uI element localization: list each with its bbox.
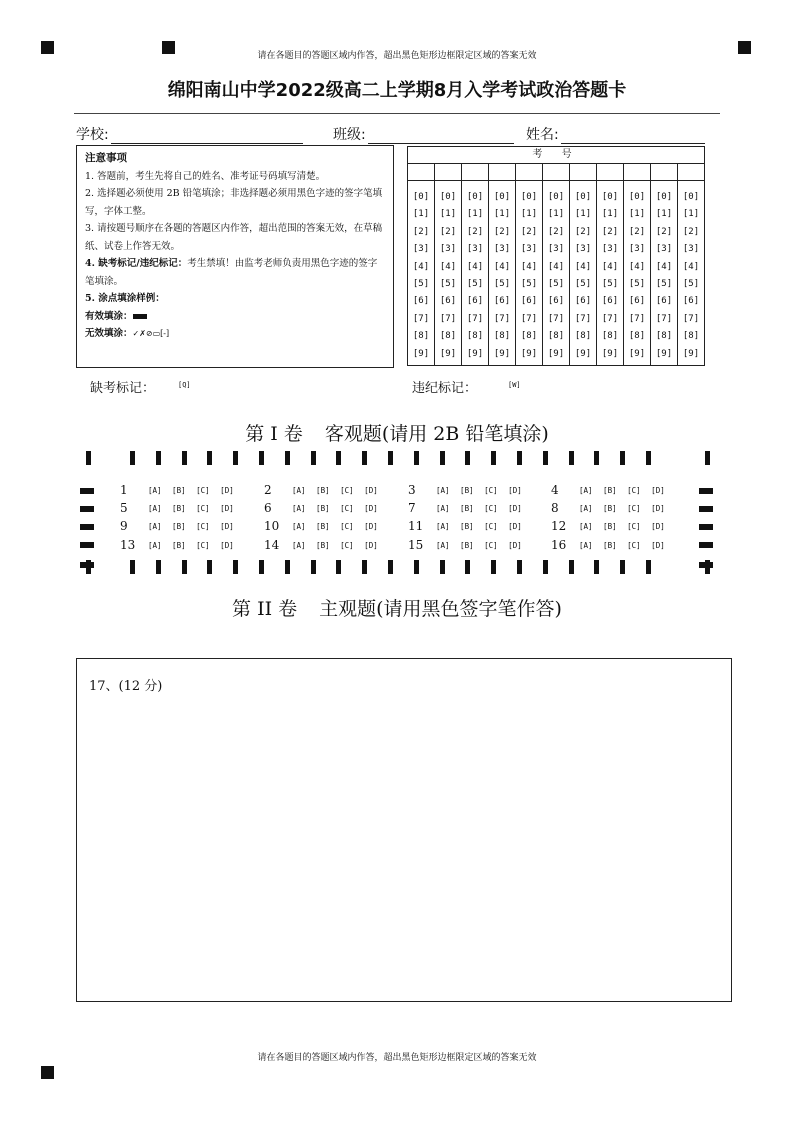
- exam-digit-bubble[interactable]: [9]: [439, 348, 457, 359]
- question-number: 10: [264, 519, 280, 533]
- timing-mark: [491, 560, 496, 574]
- side-timing-mark: [80, 506, 94, 512]
- timing-mark: [414, 451, 419, 465]
- exam-digit-bubble[interactable]: [1]: [601, 209, 619, 220]
- timing-mark: [414, 560, 419, 574]
- exam-digit-bubble[interactable]: [2]: [493, 226, 511, 237]
- valid-fill-example: [85, 308, 385, 326]
- exam-digit-bubble[interactable]: [0]: [547, 192, 565, 202]
- exam-digit-bubble[interactable]: [5]: [655, 279, 673, 290]
- exam-digit-bubble[interactable]: [2]: [628, 226, 646, 237]
- bottom-instruction-note: 请在各题目的答题区域内作答，超出黑色矩形边框限定区域的答案无效: [257, 1053, 537, 1063]
- question-number: 2: [264, 483, 272, 497]
- notice-title: 注意事项: [85, 152, 127, 164]
- exam-digit-bubble[interactable]: [4]: [493, 261, 511, 272]
- question-option-bubbles[interactable]: [A] [B] [C] [D]: [148, 522, 234, 531]
- invalid-fill-sample: ✓✗⊘▭[-]: [132, 329, 170, 338]
- exam-number-cell-2[interactable]: [435, 164, 462, 180]
- exam-digit-bubble[interactable]: [9]: [682, 348, 700, 359]
- timing-mark: [156, 451, 161, 465]
- exam-digit-bubble[interactable]: [0]: [655, 192, 673, 202]
- exam-digit-bubble[interactable]: [4]: [574, 261, 592, 272]
- question-number: 4: [551, 483, 559, 497]
- school-input-line[interactable]: [111, 128, 303, 144]
- exam-number-column-1: [408, 181, 435, 366]
- timing-mark: [285, 451, 290, 465]
- question-number: 13: [120, 538, 136, 552]
- exam-digit-bubble[interactable]: [3]: [520, 244, 538, 255]
- timing-mark: [259, 560, 264, 574]
- exam-digit-bubble[interactable]: [2]: [655, 226, 673, 237]
- exam-number-column-11: [678, 181, 704, 366]
- timing-mark: [491, 451, 496, 465]
- exam-digit-bubble[interactable]: [5]: [520, 279, 538, 290]
- exam-digit-bubble[interactable]: [5]: [439, 279, 457, 290]
- exam-digit-bubble[interactable]: [9]: [628, 348, 646, 359]
- exam-digit-bubble[interactable]: [0]: [682, 192, 700, 202]
- question-number: 12: [551, 519, 567, 533]
- timing-mark: [259, 451, 264, 465]
- notice-item-2: 2. 选择题必须使用 2B 铅笔填涂；非选择题必须用黑色字迹的签字笔填写，字体工整。: [85, 188, 383, 217]
- exam-digit-bubble[interactable]: [5]: [601, 279, 619, 290]
- exam-digit-bubble[interactable]: [3]: [439, 244, 457, 255]
- exam-digit-bubble[interactable]: [4]: [628, 261, 646, 272]
- exam-number-column-9: [624, 181, 651, 366]
- exam-digit-bubble[interactable]: [7]: [601, 313, 619, 324]
- exam-digit-bubble[interactable]: [3]: [493, 244, 511, 255]
- question-number: 14: [264, 538, 280, 552]
- violation-mark-bubble[interactable]: [W]: [508, 381, 521, 389]
- exam-digit-bubble[interactable]: [1]: [655, 209, 673, 220]
- exam-digit-bubble[interactable]: [2]: [574, 226, 592, 237]
- timing-mark: [646, 451, 651, 465]
- timing-mark: [646, 560, 651, 574]
- notice-item-5-text: 5. 涂点填涂样例：: [85, 293, 165, 304]
- exam-digit-bubble[interactable]: [7]: [520, 313, 538, 324]
- exam-digit-bubble[interactable]: [4]: [412, 261, 430, 272]
- exam-digit-bubble[interactable]: [5]: [412, 279, 430, 290]
- timing-mark: [620, 560, 625, 574]
- timing-mark: [207, 560, 212, 574]
- exam-digit-bubble[interactable]: [9]: [493, 348, 511, 359]
- school-label: 学校:: [76, 127, 109, 143]
- exam-digit-bubble[interactable]: [4]: [601, 261, 619, 272]
- exam-digit-bubble[interactable]: [4]: [655, 261, 673, 272]
- timing-mark: [362, 451, 367, 465]
- exam-digit-bubble[interactable]: [8]: [520, 331, 538, 342]
- question-option-bubbles[interactable]: [A] [B] [C] [D]: [579, 504, 665, 513]
- section-1-heading: [0, 419, 794, 446]
- side-timing-mark: [80, 542, 94, 548]
- question-number: 15: [408, 538, 424, 552]
- timing-mark: [362, 560, 367, 574]
- exam-digit-bubble[interactable]: [0]: [412, 192, 430, 202]
- exam-digit-bubble[interactable]: [9]: [574, 348, 592, 359]
- top-instruction-note: 请在各题目的答题区域内作答，超出黑色矩形边框限定区域的答案无效: [257, 51, 537, 61]
- timing-mark: [465, 560, 470, 574]
- exam-digit-bubble[interactable]: [1]: [412, 209, 430, 220]
- exam-digit-bubble[interactable]: [8]: [655, 331, 673, 342]
- exam-number-cell-11[interactable]: [678, 164, 704, 180]
- exam-number-column-4: [489, 181, 516, 366]
- question-option-bubbles[interactable]: [A] [B] [C] [D]: [436, 486, 522, 495]
- timing-mark: [620, 451, 625, 465]
- timing-mark: [543, 451, 548, 465]
- question-option-bubbles[interactable]: [A] [B] [C] [D]: [148, 541, 234, 550]
- exam-digit-bubble[interactable]: [6]: [628, 296, 646, 307]
- timing-mark: [130, 560, 135, 574]
- exam-digit-bubble[interactable]: [4]: [682, 261, 700, 272]
- side-timing-mark: [699, 542, 713, 548]
- exam-digit-bubble[interactable]: [3]: [412, 244, 430, 255]
- exam-digit-bubble[interactable]: [6]: [655, 296, 673, 307]
- exam-digit-bubble[interactable]: [1]: [520, 209, 538, 220]
- question-option-bubbles[interactable]: [A] [B] [C] [D]: [579, 541, 665, 550]
- exam-number-cell-6[interactable]: [543, 164, 570, 180]
- timing-mark: [86, 451, 91, 465]
- exam-digit-bubble[interactable]: [5]: [547, 279, 565, 290]
- exam-digit-bubble[interactable]: [6]: [682, 296, 700, 307]
- exam-digit-bubble[interactable]: [6]: [547, 296, 565, 307]
- timing-mark: [594, 451, 599, 465]
- question-option-bubbles[interactable]: [A] [B] [C] [D]: [579, 522, 665, 531]
- exam-digit-bubble[interactable]: [7]: [547, 313, 565, 324]
- exam-digit-bubble[interactable]: [8]: [412, 331, 430, 342]
- exam-digit-bubble[interactable]: [1]: [493, 209, 511, 220]
- page-title: 绵阳南山中学2022级高二上学期8月入学考试政治答题卡: [167, 80, 627, 101]
- class-field[interactable]: [333, 124, 514, 144]
- question-option-bubbles[interactable]: [A] [B] [C] [D]: [292, 504, 378, 513]
- question-number: 1: [120, 483, 128, 497]
- exam-digit-bubble[interactable]: [2]: [466, 226, 484, 237]
- exam-digit-bubble[interactable]: [1]: [547, 209, 565, 220]
- question-option-bubbles[interactable]: [A] [B] [C] [D]: [579, 486, 665, 495]
- absent-mark-label: 缺考标记：: [90, 381, 156, 396]
- timing-mark: [233, 451, 238, 465]
- question-option-bubbles[interactable]: [A] [B] [C] [D]: [436, 504, 522, 513]
- exam-digit-bubble[interactable]: [4]: [520, 261, 538, 272]
- exam-digit-bubble[interactable]: [6]: [466, 296, 484, 307]
- section-2-heading: [0, 594, 794, 621]
- timing-mark: [311, 560, 316, 574]
- exam-number-column-2: [435, 181, 462, 366]
- exam-digit-bubble[interactable]: [9]: [547, 348, 565, 359]
- exam-number-cell-7[interactable]: [570, 164, 597, 180]
- exam-number-cell-10[interactable]: [651, 164, 678, 180]
- exam-digit-bubble[interactable]: [6]: [601, 296, 619, 307]
- notice-item-4-text: 考生禁填！由监考老师负责用黑色字迹的签字笔填涂。: [85, 258, 378, 287]
- exam-digit-bubble[interactable]: [4]: [547, 261, 565, 272]
- question-number: 8: [551, 501, 559, 515]
- timing-mark: [569, 560, 574, 574]
- exam-digit-bubble[interactable]: [9]: [655, 348, 673, 359]
- timing-mark: [440, 451, 445, 465]
- exam-digit-bubble[interactable]: [4]: [439, 261, 457, 272]
- exam-digit-bubble[interactable]: [3]: [601, 244, 619, 255]
- notice-item-4: [85, 255, 385, 290]
- timing-mark: [130, 451, 135, 465]
- exam-number-bubble-columns: [408, 181, 704, 366]
- title-divider: [74, 113, 720, 114]
- timing-mark: [388, 560, 393, 574]
- exam-digit-bubble[interactable]: [5]: [628, 279, 646, 290]
- question-option-bubbles[interactable]: [A] [B] [C] [D]: [292, 486, 378, 495]
- question-option-bubbles[interactable]: [A] [B] [C] [D]: [148, 486, 234, 495]
- exam-digit-bubble[interactable]: [8]: [547, 331, 565, 342]
- exam-number-grid: [407, 146, 705, 366]
- exam-digit-bubble[interactable]: [3]: [466, 244, 484, 255]
- exam-number-column-6: [543, 181, 570, 366]
- name-input-line[interactable]: [561, 128, 705, 144]
- invalid-fill-example: [85, 325, 385, 343]
- exam-digit-bubble[interactable]: [0]: [493, 192, 511, 202]
- exam-digit-bubble[interactable]: [7]: [574, 313, 592, 324]
- exam-digit-bubble[interactable]: [3]: [547, 244, 565, 255]
- exam-digit-bubble[interactable]: [1]: [439, 209, 457, 220]
- answer-area-17[interactable]: [76, 658, 732, 1002]
- question-option-bubbles[interactable]: [A] [B] [C] [D]: [292, 522, 378, 531]
- exam-digit-bubble[interactable]: [0]: [628, 192, 646, 202]
- notice-item-3: 3. 请按题号顺序在各题的答题区内作答，超出范围的答案无效，在草稿纸、试卷上作答无效。: [85, 223, 383, 252]
- notice-box: [76, 145, 394, 368]
- exam-number-column-5: [516, 181, 543, 366]
- exam-digit-bubble[interactable]: [0]: [520, 192, 538, 202]
- exam-digit-bubble[interactable]: [9]: [520, 348, 538, 359]
- name-field[interactable]: [526, 124, 705, 144]
- exam-digit-bubble[interactable]: [6]: [412, 296, 430, 307]
- side-timing-mark: [699, 506, 713, 512]
- exam-digit-bubble[interactable]: [0]: [601, 192, 619, 202]
- exam-number-column-3: [462, 181, 489, 366]
- class-input-line[interactable]: [368, 128, 514, 144]
- exam-number-cell-1[interactable]: [408, 164, 435, 180]
- absent-mark-bubble[interactable]: [Q]: [178, 381, 191, 389]
- exam-digit-bubble[interactable]: [9]: [601, 348, 619, 359]
- exam-digit-bubble[interactable]: [8]: [493, 331, 511, 342]
- timing-mark: [233, 560, 238, 574]
- exam-digit-bubble[interactable]: [7]: [493, 313, 511, 324]
- side-timing-mark: [80, 562, 94, 568]
- exam-digit-bubble[interactable]: [1]: [628, 209, 646, 220]
- section-1-title: 客观题(请用 2B 铅笔填涂): [324, 423, 549, 445]
- exam-digit-bubble[interactable]: [8]: [466, 331, 484, 342]
- question-number: 6: [264, 501, 272, 515]
- exam-number-cell-4[interactable]: [489, 164, 516, 180]
- timing-mark: [594, 560, 599, 574]
- timing-mark: [543, 560, 548, 574]
- exam-digit-bubble[interactable]: [8]: [574, 331, 592, 342]
- exam-digit-bubble[interactable]: [6]: [439, 296, 457, 307]
- timing-mark: [517, 560, 522, 574]
- section-2-part: 第 II 卷: [232, 598, 298, 620]
- exam-number-column-7: [570, 181, 597, 366]
- side-timing-mark: [80, 524, 94, 530]
- timing-mark: [465, 451, 470, 465]
- question-number: 5: [120, 501, 128, 515]
- side-timing-mark: [699, 488, 713, 494]
- exam-digit-bubble[interactable]: [5]: [574, 279, 592, 290]
- question-number: 3: [408, 483, 416, 497]
- timing-mark: [388, 451, 393, 465]
- exam-digit-bubble[interactable]: [8]: [682, 331, 700, 342]
- exam-number-cell-3[interactable]: [462, 164, 489, 180]
- exam-digit-bubble[interactable]: [0]: [439, 192, 457, 202]
- class-label: 班级:: [333, 127, 366, 143]
- violation-mark-label: 违纪标记：: [412, 381, 478, 396]
- question-17-label: 17、(12 分): [89, 679, 163, 694]
- timing-mark: [156, 560, 161, 574]
- name-label: 姓名:: [526, 127, 559, 143]
- exam-digit-bubble[interactable]: [7]: [466, 313, 484, 324]
- question-option-bubbles[interactable]: [A] [B] [C] [D]: [436, 541, 522, 550]
- valid-fill-label: 有效填涂：: [85, 310, 133, 322]
- exam-digit-bubble[interactable]: [9]: [466, 348, 484, 359]
- registration-mark-bottom-left: [41, 1066, 54, 1079]
- question-number: 16: [551, 538, 567, 552]
- exam-digit-bubble[interactable]: [6]: [520, 296, 538, 307]
- exam-digit-bubble[interactable]: [0]: [466, 192, 484, 202]
- exam-digit-bubble[interactable]: [7]: [628, 313, 646, 324]
- side-timing-mark: [80, 488, 94, 494]
- exam-digit-bubble[interactable]: [9]: [412, 348, 430, 359]
- school-field[interactable]: [76, 124, 303, 144]
- exam-digit-bubble[interactable]: [6]: [574, 296, 592, 307]
- timing-mark: [285, 560, 290, 574]
- exam-digit-bubble[interactable]: [2]: [601, 226, 619, 237]
- question-number: 11: [408, 519, 424, 533]
- timing-mark: [182, 451, 187, 465]
- notice-item-1: 1. 答题前，考生先将自己的姓名、准考证号码填写清楚。: [85, 170, 326, 182]
- exam-digit-bubble[interactable]: [3]: [655, 244, 673, 255]
- exam-digit-bubble[interactable]: [2]: [520, 226, 538, 237]
- exam-digit-bubble[interactable]: [8]: [601, 331, 619, 342]
- exam-digit-bubble[interactable]: [2]: [412, 226, 430, 237]
- section-2-title: 主观题(请用黑色签字笔作答): [319, 598, 562, 620]
- valid-fill-sample: [133, 314, 147, 319]
- exam-digit-bubble[interactable]: [3]: [628, 244, 646, 255]
- exam-digit-bubble[interactable]: [4]: [466, 261, 484, 272]
- exam-number-column-8: [597, 181, 624, 366]
- exam-digit-bubble[interactable]: [0]: [574, 192, 592, 202]
- exam-digit-bubble[interactable]: [1]: [574, 209, 592, 220]
- exam-digit-bubble[interactable]: [7]: [682, 313, 700, 324]
- invalid-fill-label: 无效填涂：: [85, 328, 133, 339]
- exam-digit-bubble[interactable]: [6]: [493, 296, 511, 307]
- section-1-part: 第 I 卷: [245, 423, 303, 445]
- timing-mark: [182, 560, 187, 574]
- question-option-bubbles[interactable]: [A] [B] [C] [D]: [436, 522, 522, 531]
- exam-digit-bubble[interactable]: [1]: [466, 209, 484, 220]
- side-timing-mark: [699, 562, 713, 568]
- notice-item-4-bold: 4. 缺考标记/违纪标记：: [85, 258, 188, 269]
- exam-digit-bubble[interactable]: [8]: [439, 331, 457, 342]
- exam-number-label: 考 号: [408, 147, 704, 164]
- timing-mark: [336, 451, 341, 465]
- exam-digit-bubble[interactable]: [2]: [682, 226, 700, 237]
- question-option-bubbles[interactable]: [A] [B] [C] [D]: [148, 504, 234, 513]
- exam-digit-bubble[interactable]: [1]: [682, 209, 700, 220]
- timing-mark: [705, 451, 710, 465]
- exam-digit-bubble[interactable]: [5]: [682, 279, 700, 290]
- exam-digit-bubble[interactable]: [7]: [412, 313, 430, 324]
- exam-number-write-cells: [408, 164, 704, 181]
- exam-number-column-10: [651, 181, 678, 366]
- exam-digit-bubble[interactable]: [3]: [574, 244, 592, 255]
- timing-mark: [517, 451, 522, 465]
- timing-mark: [207, 451, 212, 465]
- timing-mark: [569, 451, 574, 465]
- exam-digit-bubble[interactable]: [8]: [628, 331, 646, 342]
- exam-digit-bubble[interactable]: [2]: [439, 226, 457, 237]
- question-number: 7: [408, 501, 416, 515]
- exam-number-cell-8[interactable]: [597, 164, 624, 180]
- timing-mark: [311, 451, 316, 465]
- timing-mark: [336, 560, 341, 574]
- side-timing-mark: [699, 524, 713, 530]
- question-option-bubbles[interactable]: [A] [B] [C] [D]: [292, 541, 378, 550]
- exam-number-cell-9[interactable]: [624, 164, 651, 180]
- exam-digit-bubble[interactable]: [7]: [439, 313, 457, 324]
- timing-mark: [440, 560, 445, 574]
- question-number: 9: [120, 519, 128, 533]
- exam-number-cell-5[interactable]: [516, 164, 543, 180]
- notice-item-5: [85, 290, 385, 308]
- exam-digit-bubble[interactable]: [3]: [682, 244, 700, 255]
- exam-digit-bubble[interactable]: [5]: [466, 279, 484, 290]
- exam-digit-bubble[interactable]: [7]: [655, 313, 673, 324]
- exam-digit-bubble[interactable]: [5]: [493, 279, 511, 290]
- exam-digit-bubble[interactable]: [2]: [547, 226, 565, 237]
